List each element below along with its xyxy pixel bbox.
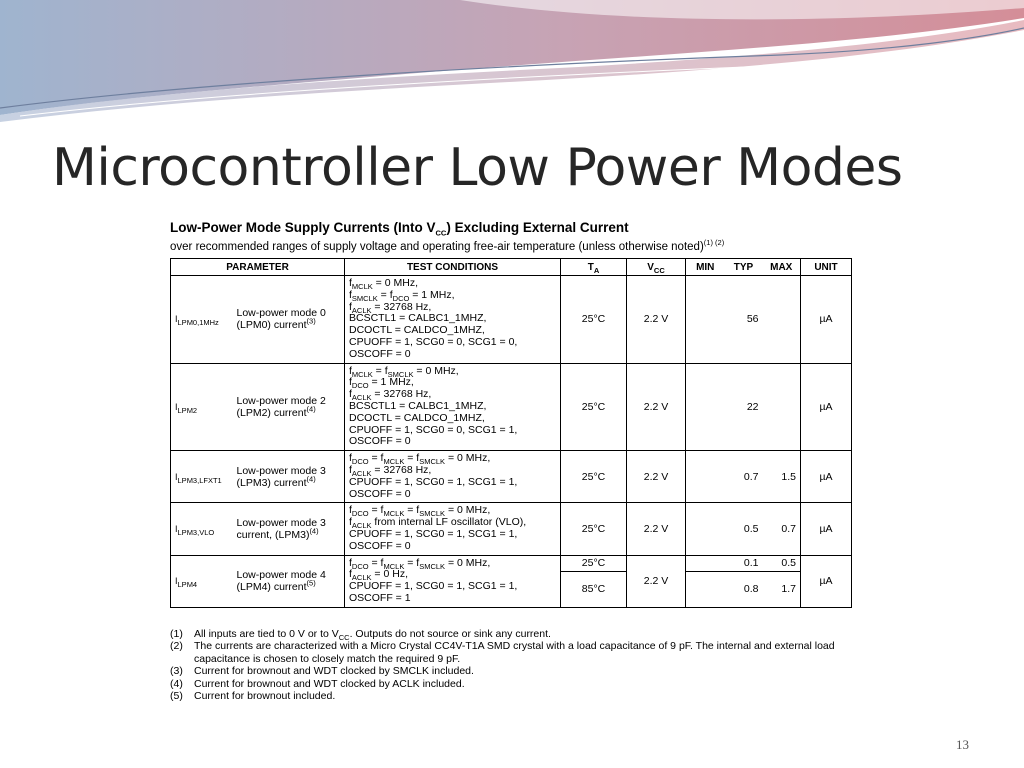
header-vcc-subscript: CC [653,265,665,275]
ta-value: 25°C [561,451,627,503]
table-subtitle-footnote-ref: (1) (2) [703,238,725,248]
param-description [233,503,345,555]
table-row [171,503,852,555]
ta-value: 25°C [561,555,627,571]
param-description-line1: Low-power mode 3 [236,516,326,529]
unit-value: µA [801,555,852,607]
footnote-number: (5) [170,690,183,703]
typ-value: 0.1 [725,555,763,571]
param-symbol-main: I [175,314,178,325]
table-header-row [171,259,852,276]
vcc-value: 2.2 V [627,276,686,364]
param-symbol [171,451,233,503]
param-description-line2: (LPM4) current [236,581,307,594]
min-value [686,503,725,555]
footnote-item [170,690,854,702]
page-number: 13 [956,737,969,752]
footnotes [170,628,854,702]
ta-value: 25°C [561,503,627,555]
ta-value: 85°C [561,571,627,607]
header-typ: TYP [725,259,763,276]
footnote-number: (2) [170,640,183,653]
param-description-line2: (LPM3) current [236,476,307,489]
param-symbol-subscript: LPM4 [177,579,198,589]
typ-value: 0.7 [725,451,763,503]
unit-value: µA [801,363,852,451]
header-max: MAX [763,259,801,276]
param-symbol [171,363,233,451]
footnote-item [170,640,854,665]
typ-value: 56 [725,276,763,364]
typ-value: 0.8 [725,571,763,607]
header-vcc-main: V [647,261,654,273]
ta-value: 25°C [561,276,627,364]
header-ta-subscript: A [593,265,600,275]
max-value [763,276,801,364]
unit-value: µA [801,451,852,503]
table-row [171,451,852,503]
test-conditions: $f_{MCLK} = f_{SMCLK} = 0$ MHz, $f_{DCO} = 1$ MHz, $f_{ACLK} = 32768$ Hz, BCSCTL1 = CALBC1_1MHZ, DCOCTL = CALDCO_1MHZ, CPUOFF = 1, SCG0 = 0, SCG1 = 1, OSCOFF = 0 [345,363,561,451]
table-title-prefix: Low-Power Mode Supply Currents (Into V [170,220,436,235]
param-description-line2: current, (LPM3) [236,528,310,541]
param-footnote-ref: (3) [306,316,316,326]
footnote-text: Current for brownout and WDT clocked by ACLK included. [194,677,465,690]
table-subtitle-text: over recommended ranges of supply voltage and operating free-air temperature (unless otherwise noted) [170,241,704,253]
param-footnote-ref: (4) [306,474,316,484]
param-footnote-ref: (4) [309,526,319,536]
param-description-line1: Low-power mode 3 [236,464,326,477]
param-footnote-ref: (4) [306,404,316,414]
param-symbol [171,503,233,555]
footnote-item [170,628,854,643]
header-test-conditions: TEST CONDITIONS [345,259,561,276]
param-description-line1: Low-power mode 2 [236,394,326,407]
header-parameter: PARAMETER [171,259,345,276]
max-value: 1.5 [763,451,801,503]
slide-title: Microcontroller Low Power Modes [52,138,903,198]
param-description [233,276,345,364]
footnote-text: All inputs are tied to 0 V or to $V_{CC}$. Outputs do not source or sink any current. [194,628,551,643]
footnote-item [170,678,854,690]
table-row-lpm4-25c [171,555,852,571]
param-description [233,555,345,607]
param-footnote-ref: (5) [306,578,316,588]
param-symbol-subscript: LPM3,LFXT1 [177,475,222,485]
test-conditions: $f_{DCO} = f_{MCLK} = f_{SMCLK} = 0$ MHz, $f_{ACLK}$ from internal LF oscillator (VLO), CPUOFF = 1, SCG0 = 1, SCG1 = 1, OSCOFF = 0 [345,503,561,555]
table-subtitle [170,238,725,253]
param-symbol-main: I [175,401,178,412]
max-value: 0.5 [763,555,801,571]
table-title-subscript: CC [435,228,447,238]
table-title-suffix: ) Excluding External Current [446,220,629,235]
test-conditions: $f_{DCO} = f_{MCLK} = f_{SMCLK} = 0$ MHz, $f_{ACLK} = 0$ Hz, CPUOFF = 1, SCG0 = 1, SCG1 = 1, OSCOFF = 1 [345,555,561,607]
footnote-text: The currents are characterized with a Micro Crystal CC4V-T1A SMD crystal with a load capacitance of 9 pF. The internal and external load capacitance is chosen to closely match the required 9 pF. [194,640,835,665]
param-symbol-subscript: LPM3,VLO [177,527,215,537]
table-row [171,363,852,451]
min-value [686,555,725,571]
test-conditions: $f_{DCO} = f_{MCLK} = f_{SMCLK} = 0$ MHz, $f_{ACLK} = 32768$ Hz, CPUOFF = 1, SCG0 = 1, SCG1 = 1, OSCOFF = 0 [345,451,561,503]
vcc-value: 2.2 V [627,363,686,451]
footnote-number: (3) [170,665,183,678]
param-description [233,363,345,451]
table-body [171,276,852,608]
param-symbol [171,276,233,364]
header-vcc [627,259,686,276]
typ-value: 22 [725,363,763,451]
footnote-text: Current for brownout included. [194,690,336,703]
table-title [170,220,629,238]
vcc-value: 2.2 V [627,555,686,607]
min-value [686,451,725,503]
test-conditions: $f_{MCLK} = 0$ MHz, $f_{SMCLK} = f_{DCO} = 1$ MHz, $f_{ACLK} = 32768$ Hz, BCSCTL1 = CALBC1_1MHZ, DCOCTL = CALDCO_1MHZ, CPUOFF = 1, SCG0 = 0, SCG1 = 0, OSCOFF = 0 [345,276,561,364]
typ-value: 0.5 [725,503,763,555]
min-value [686,363,725,451]
max-value: 1.7 [763,571,801,607]
param-symbol-main: I [175,523,178,534]
header-ta [561,259,627,276]
footnote-item [170,665,854,677]
param-symbol-subscript: LPM0,1MHz [177,318,219,328]
param-symbol-main: I [175,576,178,587]
param-description-line1: Low-power mode 4 [236,569,326,582]
param-description-line2: (LPM0) current [236,319,307,332]
param-description-line2: (LPM2) current [236,406,307,419]
header-unit: UNIT [801,259,852,276]
param-description [233,451,345,503]
table-row [171,276,852,364]
unit-value: µA [801,276,852,364]
header-ta-main: T [587,261,594,273]
unit-value: µA [801,503,852,555]
header-wave-banner [0,0,1024,125]
param-symbol-subscript: LPM2 [177,405,198,415]
min-value [686,571,725,607]
param-symbol-main: I [175,471,178,482]
vcc-value: 2.2 V [627,451,686,503]
header-min: MIN [686,259,725,276]
max-value [763,363,801,451]
footnote-text: Current for brownout and WDT clocked by SMCLK included. [194,665,474,678]
min-value [686,276,725,364]
param-description-line1: Low-power mode 0 [236,307,326,320]
ta-value: 25°C [561,363,627,451]
vcc-value: 2.2 V [627,503,686,555]
param-symbol [171,555,233,607]
footnote-number: (4) [170,677,183,690]
supply-current-table [170,258,852,608]
footnote-number: (1) [170,628,183,640]
max-value: 0.7 [763,503,801,555]
